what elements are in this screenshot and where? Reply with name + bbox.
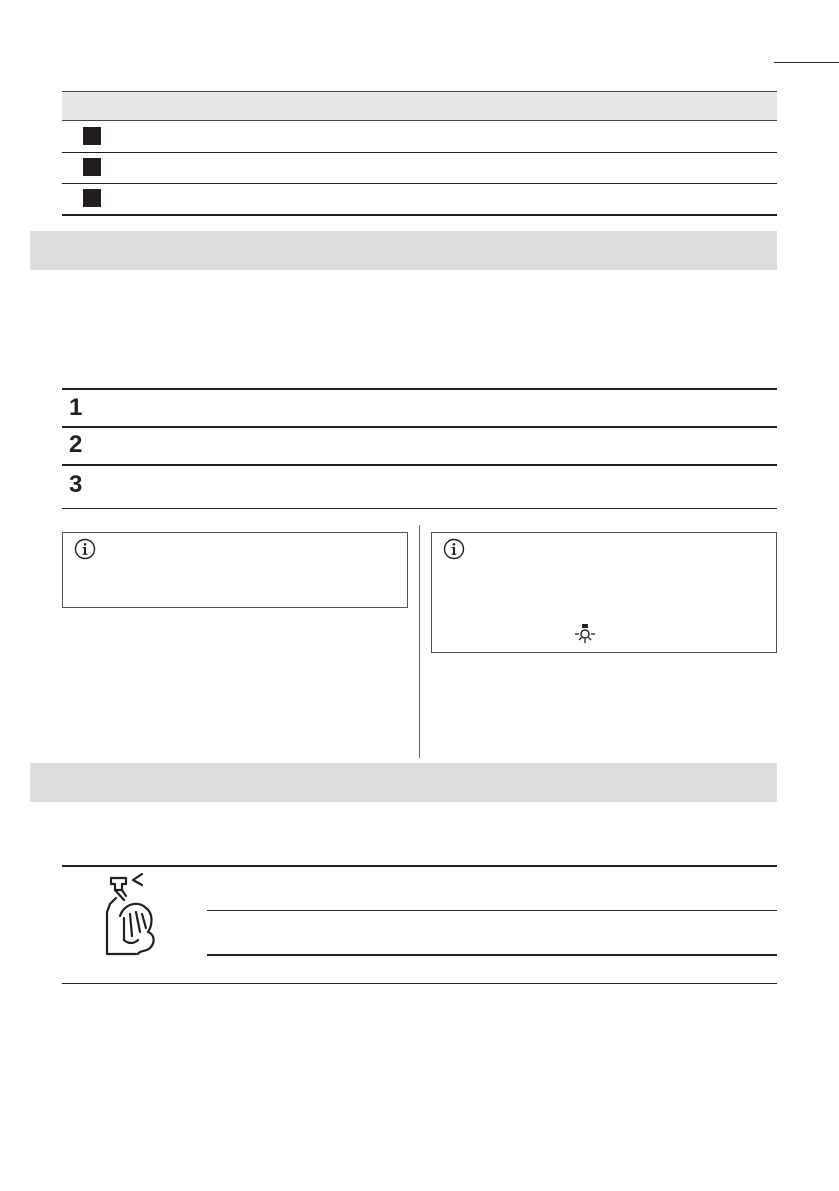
table-bottom-rule [62, 983, 777, 984]
lamp-icon [574, 623, 596, 645]
table-row-divider [62, 426, 777, 428]
note-box-left [62, 532, 408, 608]
info-icon [74, 538, 96, 560]
table-row-divider [207, 954, 777, 956]
table-row-divider [62, 464, 777, 466]
step-number: 1 [69, 394, 83, 421]
step-number: 3 [69, 471, 83, 498]
table-row-divider [62, 183, 777, 184]
spray-cleaning-icon [102, 870, 164, 958]
section-heading-band [30, 231, 777, 270]
table-top-rule [62, 388, 777, 390]
info-icon [443, 538, 465, 560]
note-box-right [431, 532, 777, 653]
step-number: 2 [69, 431, 83, 458]
black-square-icon [83, 127, 101, 145]
table-top-rule [62, 865, 777, 867]
top-corner-rule [774, 62, 839, 63]
black-square-icon [83, 158, 101, 176]
black-square-icon [83, 189, 101, 207]
section-heading-band [30, 763, 777, 802]
column-divider [419, 525, 420, 758]
top-table-header-row [62, 91, 777, 121]
table-bottom-rule [62, 508, 777, 509]
table-bottom-rule [62, 214, 777, 216]
table-row-divider [207, 910, 777, 911]
table-row-divider [62, 152, 777, 153]
